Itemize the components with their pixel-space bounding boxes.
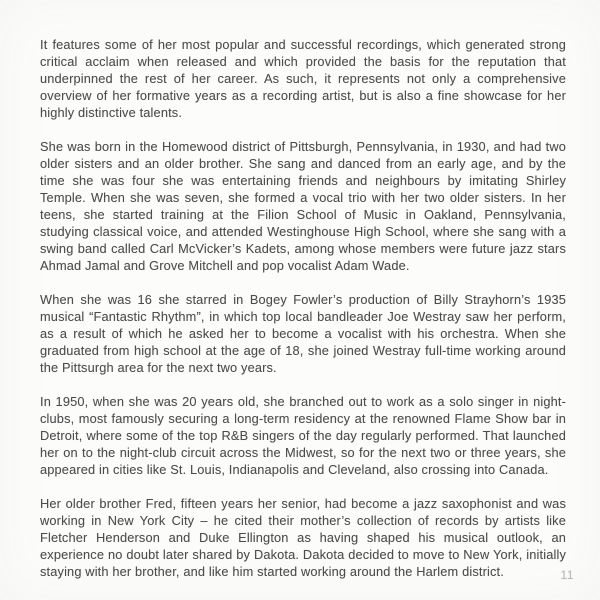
- page-number: 11: [560, 568, 574, 582]
- paragraph-intro: It features some of her most popular and successful recordings, which generated strong critical acclaim when released and which provided the basis for the reputation that underpinned the rest of her career. As such, it represents not only a comprehensive overview of her formative years as a recording artist, but is also a fine showcase for her highly distinctive talents.: [40, 37, 566, 120]
- paragraph-early-life: She was born in the Homewood district of Pittsburgh, Pennsylvania, in 1930, and had two older sisters and an older brother. She sang and danced from an early age, and by the time she was four she was entertaining friends and neighbours by imitating Shirley Temple. When she was seven, she formed a vocal trio with her two older sisters. In her teens, she started training at the Filion School of Music in Oakland, Pennsylvania, studying classical voice, and attended Westinghouse High School, where she sang with a swing band called Carl McVicker’s Kadets, among whose members were future jazz stars Ahmad Jamal and Grove Mitchell and pop vocalist Adam Wade.: [40, 139, 566, 273]
- paragraph-brother-fred: Her older brother Fred, fifteen years her senior, had become a jazz saxophonist and was working in New York City – he cited their mother’s collection of records by artists like Fletcher Henderson and Duke Ellington as having shaped his musical outlook, an experience no doubt later shared by Dakota. Dakota decided to move to New York, initially staying with her brother, and like him started working around the Harlem district.: [40, 496, 566, 579]
- paragraph-fantastic-rhythm: When she was 16 she starred in Bogey Fowler’s production of Billy Strayhorn’s 1935 musical “Fantastic Rhythm”, in which top local bandleader Joe Westray saw her perform, as a result of which he asked her to become a vocalist with his orchestra. When she graduated from high school at the age of 18, she joined Westray full-time working around the Pittsurgh area for the next two years.: [40, 292, 566, 375]
- text-block: [40, 36, 566, 580]
- paragraph-solo-career: In 1950, when she was 20 years old, she branched out to work as a solo singer in night-clubs, most famously securing a long-term residency at the renowned Flame Show bar in Detroit, where some of the top R&B singers of the day regularly performed. That launched her on to the night-club circuit across the Midwest, so for the next two or three years, she appeared in cities like St. Louis, Indianapolis and Cleveland, also crossing into Canada.: [40, 394, 566, 477]
